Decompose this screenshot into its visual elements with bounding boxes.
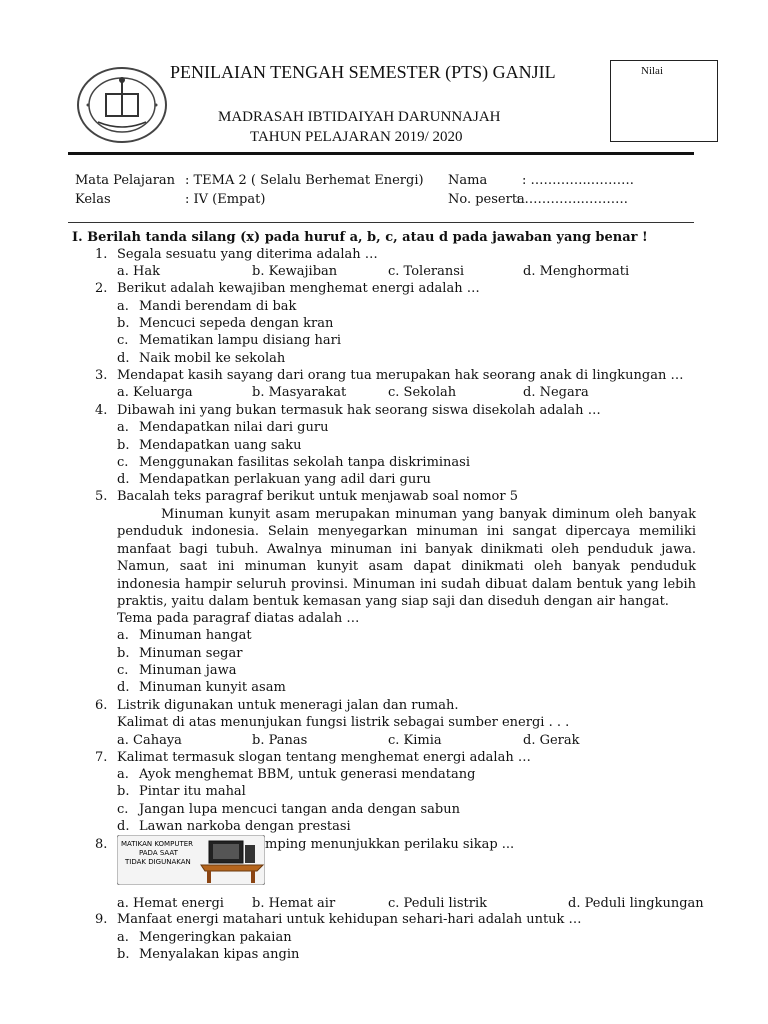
option-b[interactable]: b. Hemat air: [252, 896, 336, 911]
option-d[interactable]: Minuman kunyit asam: [139, 680, 286, 695]
option-letter: b.: [117, 784, 130, 799]
info-divider: [68, 222, 694, 223]
option-c[interactable]: c. Kimia: [388, 733, 442, 748]
option-d[interactable]: d. Peduli lingkungan: [568, 896, 704, 911]
question-number: 3.: [95, 368, 108, 383]
option-a[interactable]: a. Keluarga: [117, 385, 193, 400]
option-d[interactable]: d. Negara: [523, 385, 589, 400]
question-text: Dibawah ini yang bukan termasuk hak seorang siswa disekolah adalah …: [117, 403, 601, 418]
option-c[interactable]: Minuman jawa: [139, 663, 237, 678]
question-number: 4.: [95, 403, 108, 418]
number-label: No. peserta: [448, 192, 525, 207]
option-letter: c.: [117, 802, 129, 817]
question-text-2: Kalimat di atas menunjukan fungsi listrik sebagai sumber energi . . .: [117, 715, 570, 730]
option-letter: a.: [117, 767, 129, 782]
option-letter: a.: [117, 299, 129, 314]
sign-line-1: MATIKAN KOMPUTER: [121, 840, 194, 848]
option-c[interactable]: c. Toleransi: [388, 264, 465, 279]
name-label: Nama: [448, 173, 488, 188]
option-b[interactable]: Minuman segar: [139, 646, 243, 661]
question-number: 7.: [95, 750, 108, 765]
option-d[interactable]: d. Menghormati: [523, 264, 630, 279]
question-text: Bacalah teks paragraf berikut untuk menjawab soal nomor 5: [117, 489, 518, 504]
option-b[interactable]: b. Kewajiban: [252, 264, 338, 279]
option-b[interactable]: Mencuci sepeda dengan kran: [139, 316, 334, 331]
option-d[interactable]: Naik mobil ke sekolah: [139, 351, 286, 366]
reading-passage: [117, 506, 696, 610]
option-letter: b.: [117, 947, 130, 962]
question-text: Listrik digunakan untuk meneragi jalan dan rumah.: [117, 698, 459, 713]
option-b[interactable]: Pintar itu mahal: [139, 784, 246, 799]
option-a[interactable]: Minuman hangat: [139, 628, 252, 643]
question-text: Berikut adalah kewajiban menghemat energi adalah …: [117, 281, 480, 296]
option-c[interactable]: Mematikan lampu disiang hari: [139, 333, 342, 348]
sign-line-2: PADA SAAT: [139, 849, 178, 857]
score-box[interactable]: [610, 60, 718, 142]
option-letter: b.: [117, 646, 130, 661]
option-a[interactable]: Ayok menghemat BBM, untuk generasi mendatang: [139, 767, 476, 782]
option-b[interactable]: b. Masyarakat: [252, 385, 347, 400]
option-c[interactable]: Jangan lupa mencuci tangan anda dengan sabun: [139, 802, 460, 817]
option-a[interactable]: Mendapatkan nilai dari guru: [139, 420, 329, 435]
question-number: 5.: [95, 489, 108, 504]
option-letter: d.: [117, 472, 130, 487]
option-c[interactable]: c. Peduli listrik: [388, 896, 488, 911]
question-number: 1.: [95, 247, 108, 262]
option-letter: a.: [117, 930, 129, 945]
score-label: Nilai: [641, 65, 663, 77]
subject-label: Mata Pelajaran: [75, 173, 176, 188]
class-label: Kelas: [75, 192, 111, 207]
option-b[interactable]: Menyalakan kipas angin: [139, 947, 300, 962]
question-number: 6.: [95, 698, 108, 713]
option-c[interactable]: c. Sekolah: [388, 385, 457, 400]
school-name: MADRASAH IBTIDAIYAH DARUNNAJAH: [218, 109, 501, 125]
academic-year: TAHUN PELAJARAN 2019/ 2020: [250, 129, 463, 145]
header-divider: [68, 152, 694, 155]
subject-value: : TEMA 2 ( Selalu Berhemat Energi): [185, 173, 424, 188]
option-b[interactable]: b. Panas: [252, 733, 308, 748]
passage-text: Minuman kunyit asam merupakan minuman yang banyak diminum oleh banyak penduduk indonesia. Selain menyegarkan minuman ini sangat dipercaya memiliki manfaat bagi tubuh. Awalnya minuman ini banyak dinikmati oleh penduduk jawa. Namun, saat ini minuman kunyit asam dapat dinikmati oleh banyak penduduk indonesia hampir seluruh provinsi. Minuman ini sudah dibuat dalam bentuk yang lebih praktis, yaitu dalam bentuk kemasan yang siap saji dan diseduh dengan air hangat.: [117, 507, 696, 610]
option-b[interactable]: Mendapatkan uang saku: [139, 438, 302, 453]
question-prompt: Tema pada paragraf diatas adalah …: [117, 611, 360, 626]
option-letter: b.: [117, 316, 130, 331]
option-letter: a.: [117, 628, 129, 643]
option-letter: d.: [117, 680, 130, 695]
question-text: Manfaat energi matahari untuk kehidupan sehari-hari adalah untuk …: [117, 912, 582, 927]
option-letter: b.: [117, 438, 130, 453]
option-a[interactable]: a. Cahaya: [117, 733, 182, 748]
option-letter: c.: [117, 455, 129, 470]
option-letter: c.: [117, 663, 129, 678]
number-field[interactable]: : …………..……….: [516, 192, 628, 207]
school-logo-icon: [76, 66, 168, 144]
option-letter: c.: [117, 333, 129, 348]
option-letter: d.: [117, 819, 130, 834]
name-field[interactable]: : …………..……….: [522, 173, 634, 188]
option-d[interactable]: Lawan narkoba dengan prestasi: [139, 819, 351, 834]
option-c[interactable]: Menggunakan fasilitas sekolah tanpa diskriminasi: [139, 455, 471, 470]
class-value: : IV (Empat): [185, 192, 266, 207]
option-a[interactable]: a. Hak: [117, 264, 160, 279]
option-letter: d.: [117, 351, 130, 366]
question-text: Kalimat termasuk slogan tentang menghemat energi adalah …: [117, 750, 531, 765]
sign-line-3: TIDAK DIGUNAKAN: [125, 858, 191, 866]
question-number: 8.: [95, 837, 108, 852]
question-text: Mendapat kasih sayang dari orang tua merupakan hak seorang anak di lingkungan …: [117, 368, 684, 383]
option-letter: a.: [117, 420, 129, 435]
exam-title: PENILAIAN TENGAH SEMESTER (PTS) GANJIL: [170, 62, 556, 82]
option-a[interactable]: Mengeringkan pakaian: [139, 930, 292, 945]
question-text: mping menunjukkan perilaku sikap ...: [265, 837, 515, 852]
option-d[interactable]: Mendapatkan perlakuan yang adil dari guru: [139, 472, 431, 487]
question-number: 9.: [95, 912, 108, 927]
section-instruction: I. Berilah tanda silang (x) pada huruf a, b, c, atau d pada jawaban yang benar !: [72, 230, 648, 245]
option-d[interactable]: d. Gerak: [523, 733, 580, 748]
option-a[interactable]: a. Hemat energi: [117, 896, 224, 911]
question-number: 2.: [95, 281, 108, 296]
question-text: Segala sesuatu yang diterima adalah …: [117, 247, 378, 262]
option-a[interactable]: Mandi berendam di bak: [139, 299, 297, 314]
computer-desk-illustration: [117, 835, 265, 885]
